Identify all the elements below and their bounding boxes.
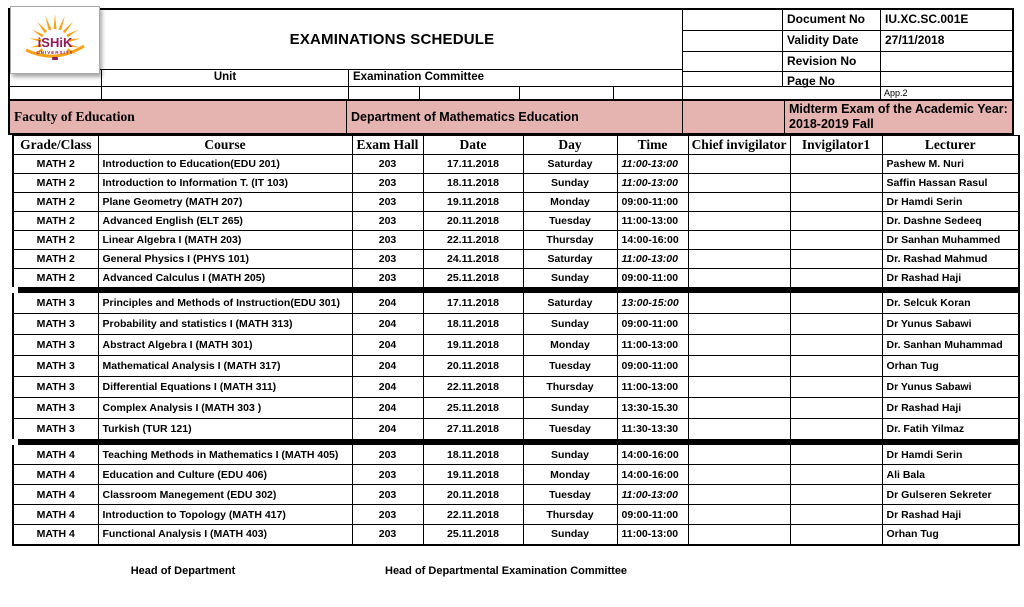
lecturer-cell: Dr Rashad Haji [882, 269, 1019, 288]
grade-cell: MATH 3 [13, 419, 98, 440]
course-cell: Differential Equations I (MATH 311) [98, 377, 352, 398]
inv1-cell [790, 485, 882, 505]
validity-date-label: Validity Date [783, 31, 881, 51]
exam-row [13, 419, 1019, 440]
date-cell: 25.11.2018 [423, 269, 523, 288]
date-cell: 17.11.2018 [423, 155, 523, 174]
lecturer-cell: Dr Rashad Haji [882, 505, 1019, 525]
course-cell: Abstract Algebra I (MATH 301) [98, 335, 352, 356]
date-cell: 22.11.2018 [423, 377, 523, 398]
chief-cell [688, 314, 790, 335]
time-cell: 11:00-13:00 [617, 174, 688, 193]
lecturer-cell: Dr Hamdi Serin [882, 445, 1019, 465]
hall-cell: 203 [352, 269, 423, 288]
revision-no-value [881, 52, 1012, 71]
grade-cell: MATH 4 [13, 525, 98, 545]
chief-cell [688, 231, 790, 250]
grade-cell: MATH 4 [13, 465, 98, 485]
grade-cell: MATH 2 [13, 231, 98, 250]
column-header-time: Time [617, 136, 688, 155]
blank-grid-row [10, 86, 682, 99]
exam-row [13, 505, 1019, 525]
date-cell: 22.11.2018 [423, 231, 523, 250]
lecturer-cell: Dr. Fatih Yilmaz [882, 419, 1019, 440]
lecturer-cell: Ali Bala [882, 465, 1019, 485]
course-cell: Mathematical Analysis I (MATH 317) [98, 356, 352, 377]
hall-cell: 203 [352, 231, 423, 250]
inv1-cell [790, 356, 882, 377]
grade-cell: MATH 3 [13, 377, 98, 398]
page-no-label: Page No [783, 72, 881, 86]
column-header-chief: Chief invigilator [688, 136, 790, 155]
course-cell: Advanced Calculus I (MATH 205) [98, 269, 352, 288]
exam-row [13, 525, 1019, 545]
lecturer-cell: Dr. Rashad Mahmud [882, 250, 1019, 269]
document-no-label: Document No [783, 10, 881, 30]
exam-row [13, 269, 1019, 288]
lecturer-cell: Dr. Dashne Sedeeq [882, 212, 1019, 231]
meta-row-revision-no [683, 52, 1012, 72]
inv1-cell [790, 465, 882, 485]
date-cell: 17.11.2018 [423, 293, 523, 314]
time-cell: 09:00-11:00 [617, 193, 688, 212]
date-cell: 25.11.2018 [423, 398, 523, 419]
lecturer-cell: Dr. Sanhan Muhammad [882, 335, 1019, 356]
faculty-banner [8, 101, 1014, 135]
grade-cell: MATH 4 [13, 445, 98, 465]
inv1-cell [790, 445, 882, 465]
inv1-cell [790, 419, 882, 440]
column-header-hall: Exam Hall [352, 136, 423, 155]
time-cell: 14:00-16:00 [617, 231, 688, 250]
examinations-schedule-document [8, 8, 1014, 589]
inv1-cell [790, 193, 882, 212]
date-cell: 18.11.2018 [423, 445, 523, 465]
day-cell: Thursday [523, 231, 617, 250]
column-header-lecturer: Lecturer [882, 136, 1019, 155]
grade-cell: MATH 2 [13, 193, 98, 212]
meta-row-document-no [683, 10, 1012, 31]
day-cell: Thursday [523, 505, 617, 525]
column-header-day: Day [523, 136, 617, 155]
date-cell: 18.11.2018 [423, 314, 523, 335]
inv1-cell [790, 231, 882, 250]
date-cell: 22.11.2018 [423, 505, 523, 525]
time-cell: 11:30-13:30 [617, 419, 688, 440]
course-cell: Principles and Methods of Instruction(EDU 301) [98, 293, 352, 314]
grade-cell: MATH 2 [13, 212, 98, 231]
grade-cell: MATH 2 [13, 269, 98, 288]
hall-cell: 204 [352, 398, 423, 419]
hall-cell: 203 [352, 445, 423, 465]
logo-wordmark: iSHiK [37, 35, 73, 50]
document-header [8, 8, 1014, 101]
inv1-cell [790, 525, 882, 545]
date-cell: 19.11.2018 [423, 335, 523, 356]
day-cell: Tuesday [523, 419, 617, 440]
page-title: EXAMINATIONS SCHEDULE [289, 31, 495, 48]
inv1-cell [790, 398, 882, 419]
department-name: Department of Mathematics Education [347, 101, 683, 133]
validity-date-value: 27/11/2018 [885, 33, 945, 47]
hall-cell: 203 [352, 155, 423, 174]
course-cell: Complex Analysis I (MATH 303 ) [98, 398, 352, 419]
lecturer-cell: Dr Rashad Haji [882, 398, 1019, 419]
hall-cell: 203 [352, 505, 423, 525]
exam-row [13, 335, 1019, 356]
grade-cell: MATH 2 [13, 174, 98, 193]
signature-row [8, 565, 1014, 589]
date-cell: 20.11.2018 [423, 212, 523, 231]
grade-cell: MATH 3 [13, 398, 98, 419]
day-cell: Sunday [523, 398, 617, 419]
exam-row [13, 465, 1019, 485]
course-cell: Classroom Manegement (EDU 302) [98, 485, 352, 505]
lecturer-cell: Dr Gulseren Sekreter [882, 485, 1019, 505]
chief-cell [688, 525, 790, 545]
lecturer-cell: Dr Sanhan Muhammed [882, 231, 1019, 250]
inv1-cell [790, 335, 882, 356]
time-cell: 14:00-16:00 [617, 445, 688, 465]
logo-subtext: UNIVERSITY [36, 50, 74, 55]
inv1-cell [790, 212, 882, 231]
inv1-cell [790, 250, 882, 269]
grade-cell: MATH 3 [13, 356, 98, 377]
course-cell: Functional Analysis I (MATH 403) [98, 525, 352, 545]
inv1-cell [790, 155, 882, 174]
day-cell: Saturday [523, 155, 617, 174]
chief-cell [688, 419, 790, 440]
exam-row [13, 314, 1019, 335]
grade-cell: MATH 3 [13, 293, 98, 314]
sun-logo-graphic [11, 7, 99, 73]
lecturer-cell: Dr Hamdi Serin [882, 193, 1019, 212]
document-no-value: IU.XC.SC.001E [885, 12, 969, 26]
course-cell: Turkish (TUR 121) [98, 419, 352, 440]
grade-cell: MATH 4 [13, 505, 98, 525]
day-cell: Monday [523, 193, 617, 212]
date-cell: 27.11.2018 [423, 419, 523, 440]
column-header-date: Date [423, 136, 523, 155]
date-cell: 19.11.2018 [423, 465, 523, 485]
course-cell: Introduction to Topology (MATH 417) [98, 505, 352, 525]
lecturer-cell: Saffin Hassan Rasul [882, 174, 1019, 193]
chief-cell [688, 193, 790, 212]
date-cell: 18.11.2018 [423, 174, 523, 193]
chief-cell [688, 377, 790, 398]
exam-row [13, 293, 1019, 314]
day-cell: Tuesday [523, 485, 617, 505]
inv1-cell [790, 174, 882, 193]
revision-no-label: Revision No [783, 52, 881, 71]
lecturer-cell: Orhan Tug [882, 525, 1019, 545]
course-cell: General Physics I (PHYS 101) [98, 250, 352, 269]
appendix-row [683, 87, 1012, 99]
hall-cell: 204 [352, 377, 423, 398]
course-cell: Advanced English (ELT 265) [98, 212, 352, 231]
grade-cell: MATH 3 [13, 335, 98, 356]
day-cell: Saturday [523, 250, 617, 269]
hall-cell: 203 [352, 525, 423, 545]
course-cell: Introduction to Information T. (IT 103) [98, 174, 352, 193]
course-cell: Probability and statistics I (MATH 313) [98, 314, 352, 335]
column-header-course: Course [98, 136, 352, 155]
inv1-cell [790, 314, 882, 335]
university-logo [10, 6, 100, 74]
exam-row [13, 193, 1019, 212]
inv1-cell [790, 269, 882, 288]
chief-cell [688, 155, 790, 174]
day-cell: Tuesday [523, 356, 617, 377]
lecturer-cell: Dr Yunus Sabawi [882, 314, 1019, 335]
time-cell: 11:00-13:00 [617, 525, 688, 545]
course-cell: Introduction to Education(EDU 201) [98, 155, 352, 174]
day-cell: Thursday [523, 377, 617, 398]
date-cell: 20.11.2018 [423, 356, 523, 377]
time-cell: 11:00-13:00 [617, 335, 688, 356]
exam-row [13, 250, 1019, 269]
lecturer-cell: Dr. Selcuk Koran [882, 293, 1019, 314]
chief-cell [688, 505, 790, 525]
time-cell: 13:00-15:00 [617, 293, 688, 314]
logo-seal-mark [52, 57, 58, 60]
hall-cell: 204 [352, 356, 423, 377]
chief-cell [688, 356, 790, 377]
examination-committee-label: Examination Committee [353, 71, 484, 83]
day-cell: Saturday [523, 293, 617, 314]
table-header-row [13, 136, 1019, 155]
page-no-value [881, 72, 1012, 86]
chief-cell [688, 485, 790, 505]
course-cell: Linear Algebra I (MATH 203) [98, 231, 352, 250]
date-cell: 24.11.2018 [423, 250, 523, 269]
inv1-cell [790, 377, 882, 398]
faculty-name: Faculty of Education [10, 101, 347, 133]
hall-cell: 203 [352, 174, 423, 193]
chief-cell [688, 269, 790, 288]
time-cell: 09:00-11:00 [617, 356, 688, 377]
column-header-inv1: Invigilator1 [790, 136, 882, 155]
chief-cell [688, 174, 790, 193]
hall-cell: 204 [352, 293, 423, 314]
banner-spacer [683, 101, 785, 133]
appendix-label: App.2 [884, 88, 908, 98]
date-cell: 20.11.2018 [423, 485, 523, 505]
time-cell: 13:30-15.30 [617, 398, 688, 419]
hall-cell: 203 [352, 250, 423, 269]
exam-row [13, 356, 1019, 377]
lecturer-cell: Dr Yunus Sabawi [882, 377, 1019, 398]
chief-cell [688, 293, 790, 314]
hall-cell: 204 [352, 335, 423, 356]
inv1-cell [790, 293, 882, 314]
time-cell: 11:00-13:00 [617, 155, 688, 174]
day-cell: Sunday [523, 525, 617, 545]
meta-row-page-no [683, 72, 1012, 87]
time-cell: 09:00-11:00 [617, 314, 688, 335]
exam-row [13, 231, 1019, 250]
term-title: Midterm Exam of the Academic Year: 2018-2019 Fall [789, 102, 1008, 131]
lecturer-cell: Pashew M. Nuri [882, 155, 1019, 174]
exam-row [13, 398, 1019, 419]
inv1-cell [790, 505, 882, 525]
exam-row [13, 212, 1019, 231]
hall-cell: 203 [352, 212, 423, 231]
chief-cell [688, 212, 790, 231]
chief-cell [688, 465, 790, 485]
day-cell: Tuesday [523, 212, 617, 231]
chief-cell [688, 445, 790, 465]
date-cell: 25.11.2018 [423, 525, 523, 545]
hall-cell: 203 [352, 485, 423, 505]
exam-row [13, 174, 1019, 193]
day-cell: Sunday [523, 445, 617, 465]
time-cell: 14:00-16:00 [617, 465, 688, 485]
unit-label: Unit [102, 70, 349, 86]
course-cell: Plane Geometry (MATH 207) [98, 193, 352, 212]
course-cell: Teaching Methods in Mathematics I (MATH 405) [98, 445, 352, 465]
course-cell: Education and Culture (EDU 406) [98, 465, 352, 485]
day-cell: Sunday [523, 314, 617, 335]
time-cell: 09:00-11:00 [617, 269, 688, 288]
day-cell: Monday [523, 465, 617, 485]
date-cell: 19.11.2018 [423, 193, 523, 212]
schedule-table [8, 135, 1020, 546]
hall-cell: 204 [352, 314, 423, 335]
lecturer-cell: Orhan Tug [882, 356, 1019, 377]
chief-cell [688, 250, 790, 269]
grade-cell: MATH 3 [13, 314, 98, 335]
exam-row [13, 155, 1019, 174]
hall-cell: 204 [352, 419, 423, 440]
document-meta-panel [683, 10, 1012, 99]
chief-cell [688, 398, 790, 419]
grade-cell: MATH 4 [13, 485, 98, 505]
exam-row [13, 485, 1019, 505]
head-of-committee-label: Head of Departmental Examination Committee [385, 564, 628, 577]
day-cell: Sunday [523, 174, 617, 193]
hall-cell: 203 [352, 193, 423, 212]
time-cell: 09:00-11:00 [617, 505, 688, 525]
time-cell: 11:00-13:00 [617, 377, 688, 398]
grade-cell: MATH 2 [13, 250, 98, 269]
hall-cell: 203 [352, 465, 423, 485]
time-cell: 11:00-13:00 [617, 250, 688, 269]
time-cell: 11:00-13:00 [617, 212, 688, 231]
column-header-grade: Grade/Class [13, 136, 98, 155]
chief-cell [688, 335, 790, 356]
exam-row [13, 445, 1019, 465]
time-cell: 11:00-13:00 [617, 485, 688, 505]
grade-cell: MATH 2 [13, 155, 98, 174]
head-of-department-label: Head of Department [130, 564, 236, 577]
meta-row-validity-date [683, 31, 1012, 52]
day-cell: Monday [523, 335, 617, 356]
exam-row [13, 377, 1019, 398]
day-cell: Sunday [523, 269, 617, 288]
